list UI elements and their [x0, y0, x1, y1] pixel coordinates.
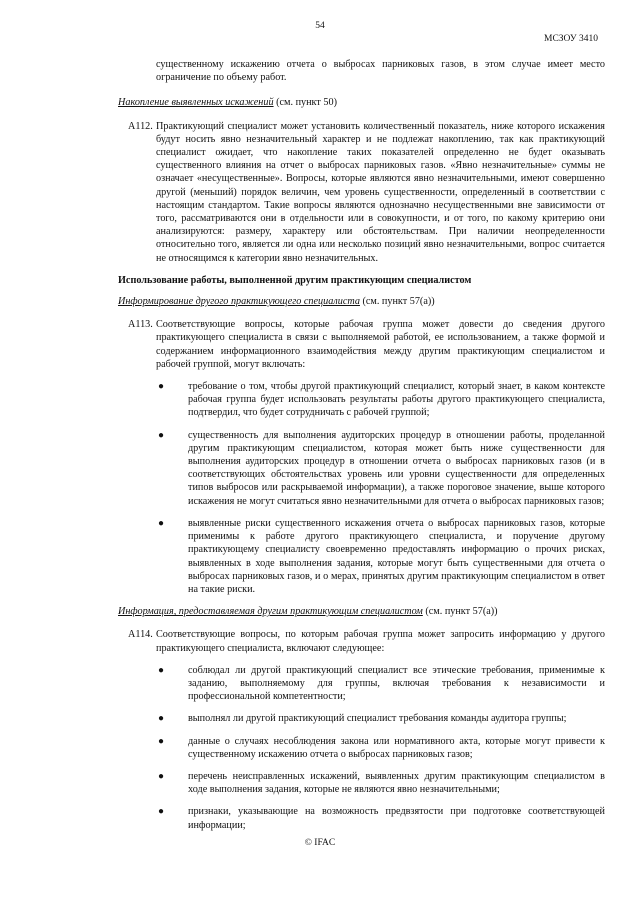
- bullet-icon: ●: [158, 517, 165, 529]
- accumulation-heading: [118, 96, 605, 109]
- list-item: [118, 735, 605, 761]
- section-title: Использование работы, выполненной другим практикующим специалистом: [118, 274, 472, 286]
- bullet-icon: ●: [158, 429, 165, 441]
- paragraph-number: A114.: [128, 629, 153, 641]
- list-item-text: существенность для выполнения аудиторских процедур в отношении работы, проделанной другим практикующим специалистом, которая может быть ниже существенности для выполнения аудиторских процедур в отношении отчета о выбросах парниковых газов (и в соответствующих обстоятельствах уровень или уровни существенности для определенных типов выбросов или раскрываемой информации), а также пороговое значение, выше которого искажения не могут считаться явно незначительными для отчета о выбросах парниковых газов;: [188, 429, 605, 507]
- bullet-list-a114: [118, 664, 605, 832]
- list-item: [118, 380, 605, 420]
- list-item-text: требование о том, чтобы другой практикующий специалист, который знает, в каком контексте рабочая группа будет использовать результаты работы другого практикующего специалиста, подтвердил, что будет сотрудничать с рабочей группой;: [188, 381, 605, 419]
- paragraph-number: A113.: [128, 319, 153, 331]
- bullet-icon: ●: [158, 770, 165, 782]
- accumulation-heading-ref: (см. пункт 50): [273, 97, 337, 109]
- list-item: [118, 805, 605, 831]
- paragraph-a112: [118, 120, 605, 265]
- paragraph-a114: [118, 628, 605, 654]
- paragraph-intro: Соответствующие вопросы, которые рабочая группа может довести до сведения другого практикующего специалиста в связи с выполняемой работой, ее использованием, а также формой и содержанием информационного взаимодействия между другим практикующим специалистом и рабочей группой, могут включать:: [156, 319, 605, 370]
- bullet-icon: ●: [158, 664, 165, 676]
- list-item-text: выполнял ли другой практикующий специалист требования команды аудитора группы;: [188, 713, 567, 725]
- paragraph-intro: Соответствующие вопросы, по которым рабочая группа может запросить информацию у другого практикующего специалиста, включают следующее:: [156, 629, 605, 654]
- document-code: МСЗОУ 3410: [544, 34, 598, 44]
- informing-heading-title: Информирование другого практикующего специалиста: [118, 296, 360, 308]
- list-item-text: выявленные риски существенного искажения отчета о выбросах парниковых газов, которые применимы к работе другого практикующего специалиста, и поручение другому практикующему специалисту своевременно предоставлять информацию о прочих рисках, выявленных в ходе выполнения задания, которые могут быть существенными для отчета о выбросах парниковых газов, и о мерах, принятых другим практикующим специалистом в ответ на такие риски.: [188, 517, 605, 595]
- bullet-icon: ●: [158, 735, 165, 747]
- paragraph-text: Практикующий специалист может установить количественный показатель, ниже которого искажения будут носить явно незначительный характер и не подлежат накоплению, так как практикующий специалист ожидает, что накопление таких показателей определенно не будет оказывать существенного влияния на отчет о выбросах парниковых газов. «Явно незначительные» суммы не означает «несущественные». Вопросы, которые являются явно незначительными, имеют совершенно другой (меньший) порядок величин, чем уровень существенности, определенный в соответствии с настоящим стандартом. Такие вопросы являются однозначно несущественными вне зависимости от того, рассматриваются они в отдельности или в совокупности, и от того, по какому критерию они анализируются: размеру, характеру или обстоятельствам. При наличии неопределенности относительно того, является ли одна или несколько позиций явно незначительными, вопрос считается не относящимся к категории явно незначительных.: [156, 120, 605, 264]
- list-item: [118, 712, 605, 725]
- bullet-icon: ●: [158, 381, 165, 393]
- bullet-list-a113: [118, 380, 605, 596]
- list-item: [118, 770, 605, 796]
- list-item: [118, 517, 605, 596]
- list-item: [118, 664, 605, 704]
- list-item-text: признаки, указывающие на возможность предвзятости при подготовке соответствующей информации;: [188, 806, 605, 831]
- paragraph-a113: [118, 318, 605, 371]
- continuation-text: существенному искажению отчета о выбросах парниковых газов, в этом случае имеет место ограничение по объему работ.: [156, 59, 605, 84]
- information-heading: [118, 605, 605, 618]
- list-item: [118, 429, 605, 508]
- information-heading-ref: (см. пункт 57(a)): [422, 606, 498, 618]
- informing-heading-ref: (см. пункт 57(a)): [359, 296, 435, 308]
- bullet-icon: ●: [158, 713, 165, 725]
- list-item-text: перечень неисправленных искажений, выявленных другим практикующим специалистом в ходе выполнения задания, которые не являются явно незначительными;: [188, 770, 605, 796]
- bullet-icon: ●: [158, 806, 165, 818]
- footer-copyright: © IFAC: [304, 838, 336, 848]
- page-content: [118, 58, 605, 841]
- page-number: 54: [315, 21, 325, 31]
- list-item-text: данные о случаях несоблюдения закона или нормативного акта, которые могут привести к существенному искажению отчета о выбросах парниковых газов;: [188, 735, 605, 760]
- list-item-text: соблюдал ли другой практикующий специалист все этические требования, применимые к заданию, выполняемому для группы, включая требования к независимости и профессиональной компетентности;: [188, 664, 605, 703]
- informing-heading: [118, 295, 605, 308]
- accumulation-heading-title: Накопление выявленных искажений: [118, 97, 274, 109]
- paragraph-number: A112.: [128, 120, 153, 132]
- information-heading-title: Информация, предоставляемая другим практикующим специалистом: [118, 606, 423, 618]
